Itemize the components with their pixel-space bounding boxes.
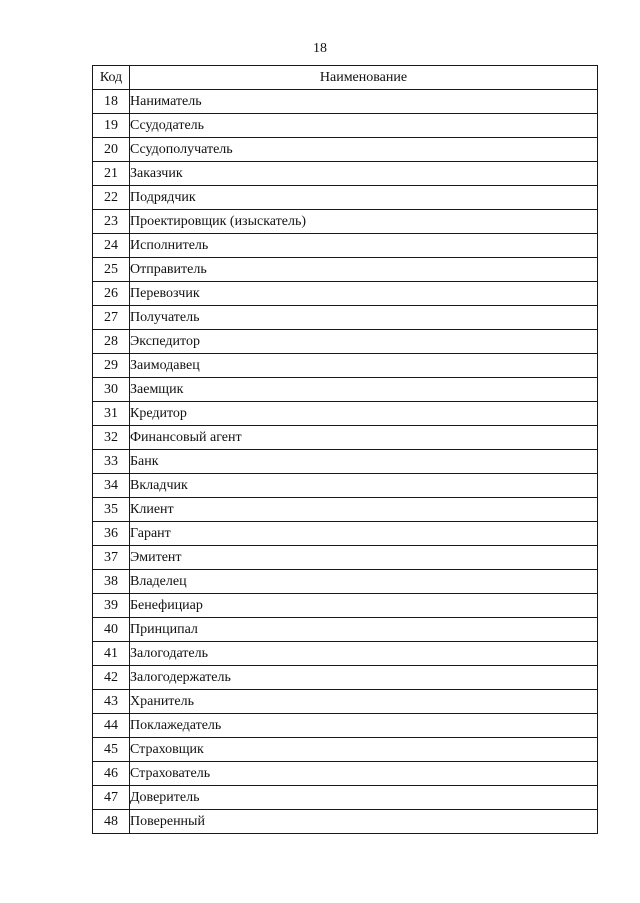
row-name: Бенефициар [130,594,598,618]
row-name: Доверитель [130,786,598,810]
table-row [93,306,598,330]
row-code: 18 [93,90,130,114]
codes-table [92,65,598,834]
row-code: 43 [93,690,130,714]
table-row [93,522,598,546]
row-name: Исполнитель [130,234,598,258]
row-code: 22 [93,186,130,210]
row-code: 30 [93,378,130,402]
row-name: Поверенный [130,810,598,834]
table-row [93,354,598,378]
table-row [93,786,598,810]
row-code: 45 [93,738,130,762]
row-name: Заказчик [130,162,598,186]
table-row [93,330,598,354]
row-name: Клиент [130,498,598,522]
table-row [93,714,598,738]
row-code: 33 [93,450,130,474]
row-code: 39 [93,594,130,618]
row-code: 40 [93,618,130,642]
row-name: Кредитор [130,402,598,426]
row-name: Хранитель [130,690,598,714]
row-code: 37 [93,546,130,570]
table-header-row [93,66,598,90]
row-name: Страхователь [130,762,598,786]
row-name: Вкладчик [130,474,598,498]
table-row [93,90,598,114]
row-code: 23 [93,210,130,234]
row-code: 20 [93,138,130,162]
row-code: 32 [93,426,130,450]
row-code: 46 [93,762,130,786]
row-code: 21 [93,162,130,186]
row-name: Ссудодатель [130,114,598,138]
table-row [93,210,598,234]
table-row [93,594,598,618]
row-code: 26 [93,282,130,306]
row-name: Экспедитор [130,330,598,354]
table-row [93,762,598,786]
table-row [93,282,598,306]
table-row [93,618,598,642]
row-code: 29 [93,354,130,378]
row-code: 31 [93,402,130,426]
table-row [93,642,598,666]
row-name: Принципал [130,618,598,642]
row-name: Поклажедатель [130,714,598,738]
row-code: 28 [93,330,130,354]
table-row [93,474,598,498]
row-name: Залогодатель [130,642,598,666]
header-code: Код [93,66,130,90]
table-row [93,258,598,282]
row-code: 47 [93,786,130,810]
row-name: Страховщик [130,738,598,762]
header-name: Наименование [130,66,598,90]
table-row [93,402,598,426]
row-name: Гарант [130,522,598,546]
page-number: 18 [313,41,327,56]
table-row [93,162,598,186]
table-row [93,378,598,402]
row-code: 44 [93,714,130,738]
row-code: 25 [93,258,130,282]
row-name: Владелец [130,570,598,594]
table-row [93,186,598,210]
row-code: 48 [93,810,130,834]
table-row [93,234,598,258]
table-row [93,738,598,762]
row-code: 36 [93,522,130,546]
row-code: 42 [93,666,130,690]
table-row [93,498,598,522]
row-name: Отправитель [130,258,598,282]
table-row [93,810,598,834]
table-row [93,114,598,138]
row-name: Проектировщик (изыскатель) [130,210,598,234]
row-name: Ссудополучатель [130,138,598,162]
row-name: Банк [130,450,598,474]
row-code: 27 [93,306,130,330]
row-name: Получатель [130,306,598,330]
row-name: Заимодавец [130,354,598,378]
row-code: 41 [93,642,130,666]
table-row [93,450,598,474]
row-code: 19 [93,114,130,138]
row-name: Финансовый агент [130,426,598,450]
row-code: 35 [93,498,130,522]
table-row [93,138,598,162]
table-row [93,570,598,594]
table-row [93,690,598,714]
table-body [93,90,598,834]
row-name: Эмитент [130,546,598,570]
row-name: Подрядчик [130,186,598,210]
row-name: Заемщик [130,378,598,402]
table-row [93,426,598,450]
table-row [93,546,598,570]
row-name: Перевозчик [130,282,598,306]
table-row [93,666,598,690]
row-code: 24 [93,234,130,258]
row-code: 38 [93,570,130,594]
row-code: 34 [93,474,130,498]
row-name: Наниматель [130,90,598,114]
row-name: Залогодержатель [130,666,598,690]
